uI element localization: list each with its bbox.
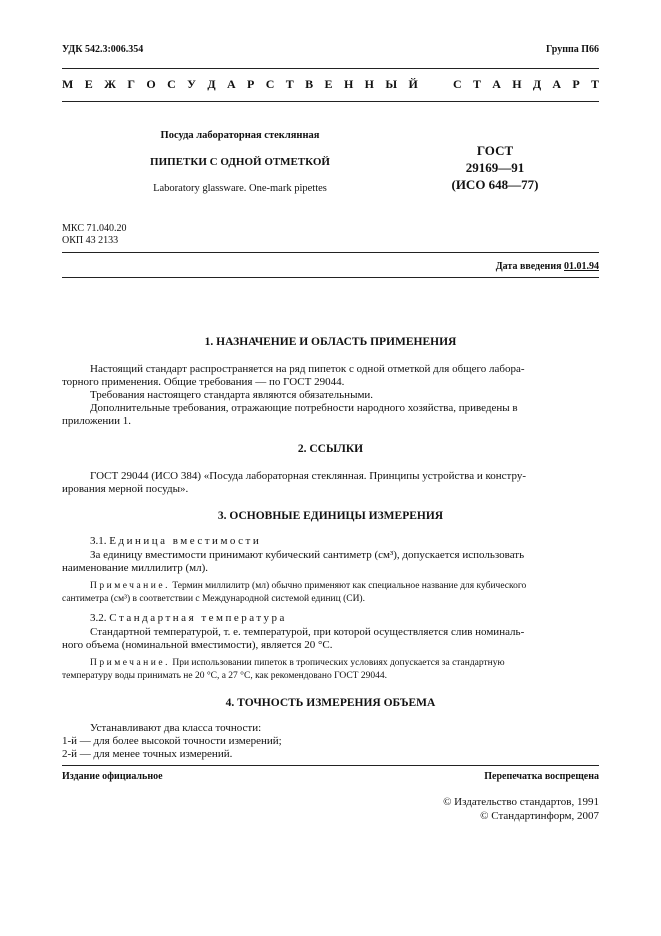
- okp-code: ОКП 43 2133: [62, 235, 119, 246]
- s4-item-1: 1-й — для более высокой точности измерений;: [62, 735, 282, 747]
- s3-1-heading-text: Единица вместимости: [109, 535, 262, 547]
- note-label-2: Примечание.: [90, 658, 170, 668]
- s3-1-heading: [90, 535, 599, 548]
- banner-right-letter: А: [492, 77, 501, 91]
- edition-label: Издание официальное: [62, 771, 163, 782]
- banner-left-letter: С: [265, 77, 275, 91]
- s3-1-number: 3.1.: [90, 535, 110, 547]
- copyright-1: © Издательство стандартов, 1991: [443, 796, 599, 808]
- s3-2-note: [62, 657, 599, 669]
- banner-left-letter: С: [167, 77, 176, 91]
- s2-paragraph-1: ГОСТ 29044 (ИСО 384) «Посуда лабораторная стеклянная. Принципы устройства и констру-: [90, 470, 526, 482]
- banner-right-letter: С: [453, 77, 462, 91]
- s3-1-note-cont: сантиметра (см³) в соответствии с Международной системой единиц (СИ).: [62, 594, 365, 604]
- banner-right-letter: Р: [572, 77, 580, 91]
- date-rule: [62, 277, 599, 278]
- banner-rule: [62, 101, 599, 102]
- section-2-title: 2. ССЫЛКИ: [297, 443, 364, 455]
- s1-paragraph-3-cont: приложении 1.: [62, 415, 131, 427]
- section-4-title: 4. ТОЧНОСТЬ ИЗМЕРЕНИЯ ОБЪЕМА: [225, 697, 436, 709]
- banner-left-letter: М: [62, 77, 74, 91]
- banner-left-letter: Н: [364, 77, 374, 91]
- udk-code: УДК 542.3:006.354: [62, 44, 144, 55]
- date-value: 01.01.94: [564, 261, 599, 272]
- banner-left-letter: Й: [408, 77, 418, 91]
- banner-right-letter: А: [552, 77, 562, 91]
- banner-left-letter: Д: [207, 77, 216, 91]
- banner-right-letter: Н: [512, 77, 522, 91]
- banner-right: [453, 77, 599, 92]
- s1-paragraph-2: Требования настоящего стандарта являются обязательными.: [90, 389, 374, 401]
- s4-paragraph-1: Устанавливают два класса точности:: [90, 722, 262, 734]
- group-code: Группа П66: [546, 44, 599, 55]
- s3-2-heading: [90, 612, 599, 625]
- s3-2-number: 3.2.: [90, 612, 110, 624]
- banner-right-letter: Д: [532, 77, 542, 91]
- s4-item-2: 2-й — для менее точных измерений.: [62, 748, 233, 760]
- s3-1-paragraph-cont: наименование миллилитр (мл).: [62, 562, 209, 574]
- top-rule: [62, 68, 599, 69]
- banner-left: [62, 77, 418, 92]
- gost-label: ГОСТ: [476, 143, 514, 158]
- copyright-2: © Стандартинформ, 2007: [480, 810, 599, 822]
- s3-2-note-text: При использовании пипеток в тропических условиях допускается за стандартную: [169, 658, 505, 668]
- section-3-title: 3. ОСНОВНЫЕ ЕДИНИЦЫ ИЗМЕРЕНИЯ: [217, 510, 444, 522]
- banner-left-letter: Е: [84, 77, 93, 91]
- s3-1-paragraph: За единицу вместимости принимают кубический сантиметр (см³), допускается использовать: [90, 549, 525, 561]
- section-1-title: 1. НАЗНАЧЕНИЕ И ОБЛАСТЬ ПРИМЕНЕНИЯ: [204, 336, 457, 348]
- standard-banner: [62, 77, 599, 92]
- iso-number: (ИСО 648—77): [451, 177, 539, 192]
- s3-2-paragraph: Стандартной температурой, т. е. температурой, при которой осуществляется слив номиналь-: [90, 626, 525, 638]
- banner-left-letter: Т: [285, 77, 294, 91]
- banner-left-letter: Г: [127, 77, 135, 91]
- banner-left-letter: В: [305, 77, 314, 91]
- reprint-notice: Перепечатка воспрещена: [484, 771, 599, 782]
- banner-left-letter: Н: [343, 77, 354, 91]
- s3-2-heading-text: Стандартная температура: [109, 612, 287, 624]
- s3-2-note-cont: температуру воды принимать не 20 °С, а 27 °С, как рекомендовано ГОСТ 29044.: [62, 671, 387, 681]
- s1-paragraph-1-cont: торного применения. Общие требования — по ГОСТ 29044.: [62, 376, 345, 388]
- s1-paragraph-3: Дополнительные требования, отражающие потребности народного хозяйства, приведены в: [90, 402, 518, 414]
- s3-2-paragraph-cont: ного объема (номинальной вместимости), является 20 °С.: [62, 639, 333, 651]
- codes-rule: [62, 252, 599, 253]
- classification-codes: [62, 223, 126, 247]
- banner-left-letter: Ы: [385, 77, 398, 91]
- banner-left-letter: О: [146, 77, 156, 91]
- footer-rule: [62, 765, 599, 766]
- title-english: Laboratory glassware. One-mark pipettes: [153, 183, 327, 194]
- banner-left-letter: Р: [247, 77, 255, 91]
- banner-left-letter: А: [226, 77, 236, 91]
- mks-code: МКС 71.040.20: [62, 223, 127, 234]
- banner-left-letter: Ж: [104, 77, 116, 91]
- title-category: Посуда лабораторная стеклянная: [160, 130, 320, 141]
- date-introduction: [496, 261, 599, 272]
- banner-left-letter: У: [187, 77, 196, 91]
- s3-1-note: [62, 580, 599, 592]
- document-title: ПИПЕТКИ С ОДНОЙ ОТМЕТКОЙ: [150, 156, 330, 168]
- s3-1-note-text: Термин миллилитр (мл) обычно применяют как специальное название для кубического: [169, 581, 527, 591]
- banner-right-letter: Т: [472, 77, 481, 91]
- gost-number: 29169—91: [465, 160, 525, 175]
- banner-right-letter: Т: [590, 77, 599, 91]
- banner-left-letter: Е: [324, 77, 333, 91]
- s1-paragraph-1: Настоящий стандарт распространяется на ряд пипеток с одной отметкой для общего лабора-: [90, 363, 525, 375]
- s2-paragraph-1-cont: ирования мерной посуды».: [62, 483, 189, 495]
- date-label: Дата введения: [495, 261, 564, 272]
- note-label: Примечание.: [90, 581, 170, 591]
